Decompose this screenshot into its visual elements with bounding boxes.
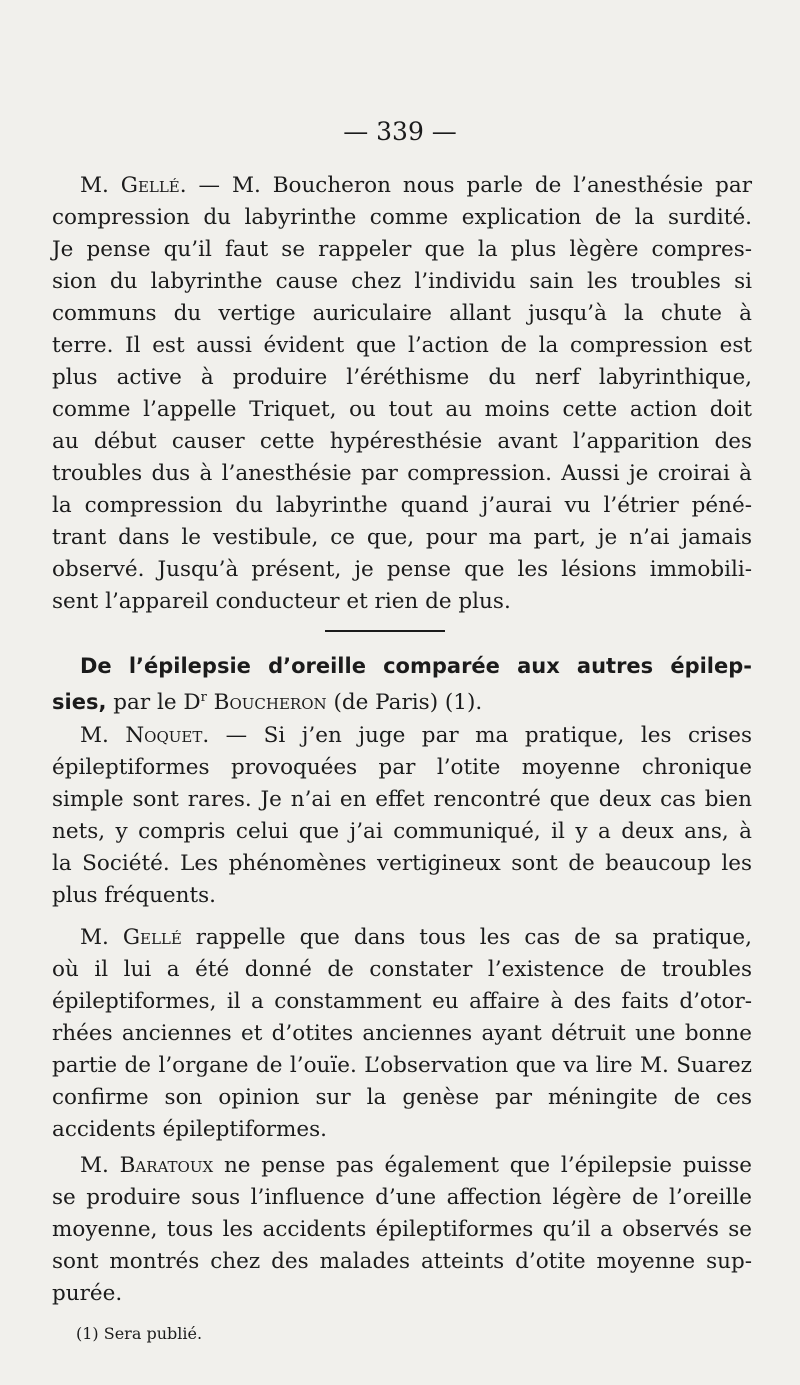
text-line: épileptiformes, il a constamment eu affaire à des faits d’otor- bbox=[52, 989, 752, 1014]
text-line: purée. bbox=[52, 1281, 123, 1306]
text-line: nets, y compris celui que j’ai communiqué, il y a deux ans, à bbox=[52, 819, 752, 844]
section-divider bbox=[325, 630, 445, 632]
text-line: accidents épileptiformes. bbox=[52, 1117, 328, 1142]
page-number: — 339 — bbox=[343, 117, 457, 146]
text-line: comme l’appelle Triquet, ou tout au moins cette action doit bbox=[52, 397, 752, 422]
text-line: M. Gellé. — M. Boucheron nous parle de l’anesthésie par bbox=[80, 173, 753, 198]
text-line: au début causer cette hypéresthésie avant l’apparition des bbox=[52, 429, 752, 454]
author-name: Boucheron bbox=[206, 690, 327, 716]
heading-line: De l’épilepsie d’oreille comparée aux autres épilep- bbox=[80, 654, 752, 678]
text-line: communs du vertige auriculaire allant jusqu’à la chute à bbox=[52, 301, 752, 326]
text-line: plus active à produire l’éréthisme du nerf labyrinthique, bbox=[52, 365, 752, 390]
text-line: simple sont rares. Je n’ai en effet rencontré que deux cas bien bbox=[52, 787, 752, 812]
text-line: troubles dus à l’anesthésie par compression. Aussi je croirai à bbox=[52, 461, 752, 486]
text-line: observé. Jusqu’à présent, je pense que les lésions immobili- bbox=[52, 557, 752, 582]
speaker-name: M. Gellé bbox=[80, 925, 182, 950]
text-line: M. Gellé rappelle que dans tous les cas de sa pratique, bbox=[80, 925, 752, 950]
text-line: où il lui a été donné de constater l’existence de troubles bbox=[52, 957, 752, 982]
text-line: sent l’appareil conducteur et rien de plus. bbox=[52, 589, 511, 614]
speaker-name: M. Noquet. bbox=[80, 723, 210, 748]
text-line: confirme son opinion sur la genèse par méningite de ces bbox=[52, 1085, 752, 1110]
text-line: M. Noquet. — Si j’en juge par ma pratique, les crises bbox=[80, 723, 752, 748]
text-line: trant dans le vestibule, ce que, pour ma part, je n’ai jamais bbox=[52, 525, 752, 550]
text-line: épileptiformes provoquées par l’otite moyenne chronique bbox=[52, 755, 752, 780]
text-line: moyenne, tous les accidents épileptiformes qu’il a observés se bbox=[52, 1217, 752, 1242]
text-line: sont montrés chez des malades atteints d’otite moyenne sup- bbox=[52, 1249, 752, 1274]
text-line: terre. Il est aussi évident que l’action de la compression est bbox=[52, 333, 752, 358]
text-line: plus fréquents. bbox=[52, 883, 217, 908]
text-line: rhées anciennes et d’otites anciennes ayant détruit une bonne bbox=[52, 1021, 752, 1046]
text-line: la compression du labyrinthe quand j’aurai vu l’étrier péné- bbox=[52, 493, 752, 518]
text-line: M. Baratoux ne pense pas également que l’épilepsie puisse bbox=[80, 1153, 753, 1178]
text-line: Je pense qu’il faut se rappeler que la plus lègère compres- bbox=[52, 237, 752, 262]
speaker-name: M. Baratoux bbox=[80, 1153, 214, 1178]
heading-line: sies, par le $D^r$ Boucheron (de Paris) (1). bbox=[52, 690, 483, 716]
text-line: sion du labyrinthe cause chez l’individu sain les troubles si bbox=[52, 269, 752, 294]
text-line: se produire sous l’influence d’une affection légère de l’oreille bbox=[52, 1185, 752, 1210]
text-line: compression du labyrinthe comme explication de la surdité. bbox=[52, 205, 752, 230]
speaker-name: M. Gellé. bbox=[80, 173, 187, 198]
text-line: la Société. Les phénomènes vertigineux sont de beaucoup les bbox=[52, 851, 752, 876]
text-line: partie de l’organe de l’ouïe. L’observation que va lire M. Suarez bbox=[52, 1053, 752, 1078]
footnote: (1) Sera publié. bbox=[76, 1324, 203, 1343]
